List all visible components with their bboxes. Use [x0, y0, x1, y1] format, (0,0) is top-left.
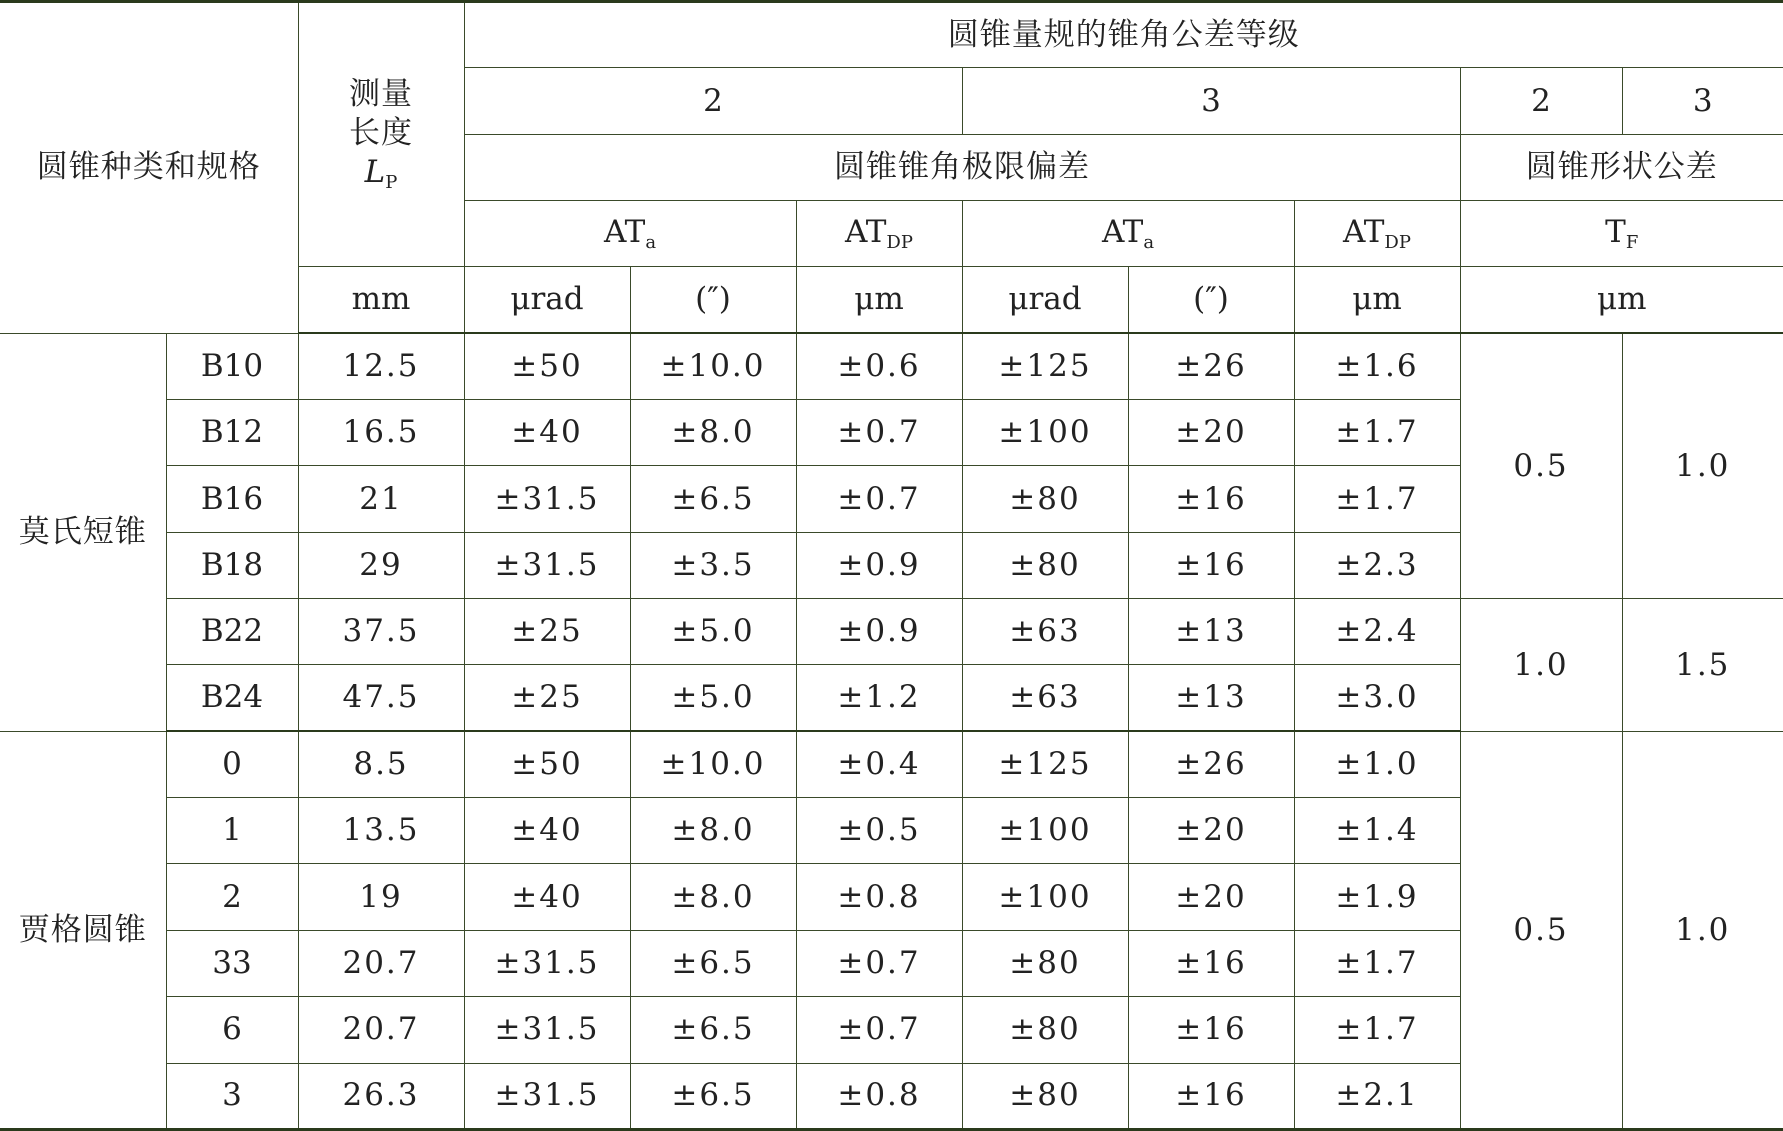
- cell-dp2: ±0.8: [796, 1063, 962, 1130]
- cell-tf2-morse-b: 1.0: [1460, 599, 1622, 732]
- cell-dp3: ±1.0: [1294, 731, 1460, 797]
- header-length-symbol: [299, 153, 464, 195]
- cell-dp2: ±1.2: [796, 665, 962, 731]
- cell-a3-urad: ±125: [962, 731, 1128, 797]
- header-length-line1: 测量: [349, 76, 413, 113]
- cell-dp2: ±0.5: [796, 798, 962, 864]
- header-grade-3: 3: [962, 68, 1460, 134]
- length-symbol: L: [364, 153, 386, 190]
- header-angle-deviation: 圆锥锥角极限偏差: [464, 134, 1460, 200]
- cell-lp: 26.3: [298, 1063, 464, 1130]
- at-a-2-symbol: AT: [603, 213, 646, 250]
- cell-lp: 16.5: [298, 400, 464, 466]
- cell-a2-sec: ±10.0: [630, 333, 796, 399]
- unit-sec-3: (″): [1128, 267, 1294, 333]
- cell-tf2-morse-a: 0.5: [1460, 333, 1622, 598]
- at-dp-2-sub: DP: [886, 231, 913, 253]
- header-form-grade-3: 3: [1622, 68, 1783, 134]
- cell-dp3: ±1.4: [1294, 798, 1460, 864]
- header-form-tolerance: 圆锥形状公差: [1460, 134, 1783, 200]
- cell-dp3: ±1.9: [1294, 864, 1460, 930]
- cell-a3-sec: ±20: [1128, 400, 1294, 466]
- cell-a2-urad: ±31.5: [464, 532, 630, 598]
- cell-spec: B12: [166, 400, 298, 466]
- cell-tf3-jacobs: 1.0: [1622, 731, 1783, 1129]
- cell-dp3: ±1.7: [1294, 997, 1460, 1063]
- cell-a3-urad: ±100: [962, 400, 1128, 466]
- cell-a2-urad: ±31.5: [464, 930, 630, 996]
- t-f-sub: F: [1625, 231, 1639, 253]
- cell-a3-sec: ±16: [1128, 930, 1294, 996]
- cell-a3-urad: ±80: [962, 997, 1128, 1063]
- length-symbol-sub: P: [385, 171, 398, 193]
- unit-um-2: μm: [796, 267, 962, 333]
- header-form-grade-2: 2: [1460, 68, 1622, 134]
- at-dp-3-sub: DP: [1384, 231, 1411, 253]
- cell-spec: B18: [166, 532, 298, 598]
- cell-a3-sec: ±16: [1128, 466, 1294, 532]
- cell-spec: B24: [166, 665, 298, 731]
- cell-a3-sec: ±16: [1128, 1063, 1294, 1130]
- cell-spec: B16: [166, 466, 298, 532]
- cell-dp2: ±0.9: [796, 532, 962, 598]
- cell-a2-urad: ±31.5: [464, 997, 630, 1063]
- cell-spec: B10: [166, 333, 298, 399]
- cell-a2-urad: ±25: [464, 599, 630, 665]
- cell-dp2: ±0.7: [796, 466, 962, 532]
- cell-dp3: ±1.6: [1294, 333, 1460, 399]
- unit-urad-3: μrad: [962, 267, 1128, 333]
- unit-sec-2: (″): [630, 267, 796, 333]
- cell-dp3: ±2.3: [1294, 532, 1460, 598]
- cell-a2-urad: ±31.5: [464, 1063, 630, 1130]
- cell-spec: 0: [166, 731, 298, 797]
- unit-um-3: μm: [1294, 267, 1460, 333]
- cell-a3-sec: ±20: [1128, 798, 1294, 864]
- cell-a3-urad: ±63: [962, 665, 1128, 731]
- header-at-dp-3: [1294, 201, 1460, 267]
- cell-lp: 8.5: [298, 731, 464, 797]
- cell-lp: 29: [298, 532, 464, 598]
- cell-a2-urad: ±25: [464, 665, 630, 731]
- cell-spec: 2: [166, 864, 298, 930]
- cell-a3-urad: ±100: [962, 798, 1128, 864]
- cell-a2-sec: ±5.0: [630, 599, 796, 665]
- cell-dp3: ±2.4: [1294, 599, 1460, 665]
- cell-dp3: ±2.1: [1294, 1063, 1460, 1130]
- cell-a2-sec: ±6.5: [630, 466, 796, 532]
- unit-um-form: μm: [1460, 267, 1783, 333]
- cell-tf3-morse-a: 1.0: [1622, 333, 1783, 598]
- cell-lp: 19: [298, 864, 464, 930]
- at-a-3-symbol: AT: [1101, 213, 1144, 250]
- cell-dp2: ±0.9: [796, 599, 962, 665]
- table-row: [0, 599, 1783, 665]
- cell-a3-urad: ±80: [962, 1063, 1128, 1130]
- group-morse-short-taper: 莫氏短锥: [0, 333, 166, 731]
- cell-dp2: ±0.4: [796, 731, 962, 797]
- cell-a3-sec: ±13: [1128, 665, 1294, 731]
- cell-a2-urad: ±40: [464, 400, 630, 466]
- header-grade-2: 2: [464, 68, 962, 134]
- cell-tf3-morse-b: 1.5: [1622, 599, 1783, 732]
- cell-spec: 3: [166, 1063, 298, 1130]
- cell-a2-sec: ±10.0: [630, 731, 796, 797]
- cell-dp2: ±0.7: [796, 997, 962, 1063]
- header-at-a-2: [464, 201, 796, 267]
- cell-a3-urad: ±80: [962, 532, 1128, 598]
- at-dp-2-symbol: AT: [845, 213, 887, 250]
- cell-a2-sec: ±5.0: [630, 665, 796, 731]
- cell-a2-sec: ±6.5: [630, 930, 796, 996]
- cell-a2-urad: ±40: [464, 798, 630, 864]
- cell-a3-sec: ±20: [1128, 864, 1294, 930]
- cell-dp2: ±0.8: [796, 864, 962, 930]
- cell-a3-sec: ±16: [1128, 532, 1294, 598]
- table-row: [0, 333, 1783, 399]
- cell-lp: 47.5: [298, 665, 464, 731]
- header-at-a-3: [962, 201, 1294, 267]
- at-dp-3-symbol: AT: [1343, 213, 1385, 250]
- cell-spec: 1: [166, 798, 298, 864]
- cell-a2-sec: ±6.5: [630, 1063, 796, 1130]
- cell-dp3: ±1.7: [1294, 930, 1460, 996]
- group-jacobs-taper: 贾格圆锥: [0, 731, 166, 1129]
- cell-a2-urad: ±31.5: [464, 466, 630, 532]
- at-a-3-sub: a: [1143, 231, 1155, 253]
- cell-spec: B22: [166, 599, 298, 665]
- unit-urad-2: μrad: [464, 267, 630, 333]
- cell-dp3: ±1.7: [1294, 400, 1460, 466]
- cell-dp3: ±1.7: [1294, 466, 1460, 532]
- at-a-2-sub: a: [645, 231, 657, 253]
- cell-a2-urad: ±50: [464, 731, 630, 797]
- cell-a2-sec: ±8.0: [630, 864, 796, 930]
- cell-lp: 12.5: [298, 333, 464, 399]
- header-grade-title: 圆锥量规的锥角公差等级: [464, 2, 1783, 68]
- table-row: [0, 731, 1783, 797]
- header-length-line2: 长度: [349, 114, 413, 151]
- cell-lp: 37.5: [298, 599, 464, 665]
- header-type-spec: 圆锥种类和规格: [0, 2, 298, 334]
- cell-a3-urad: ±125: [962, 333, 1128, 399]
- cell-a3-sec: ±16: [1128, 997, 1294, 1063]
- cell-dp3: ±3.0: [1294, 665, 1460, 731]
- header-at-dp-2: [796, 201, 962, 267]
- t-f-symbol: T: [1605, 213, 1626, 250]
- cell-dp2: ±0.7: [796, 400, 962, 466]
- cell-a2-sec: ±6.5: [630, 997, 796, 1063]
- cell-tf2-jacobs: 0.5: [1460, 731, 1622, 1129]
- cell-spec: 33: [166, 930, 298, 996]
- cell-dp2: ±0.7: [796, 930, 962, 996]
- cell-a2-sec: ±8.0: [630, 400, 796, 466]
- cell-spec: 6: [166, 997, 298, 1063]
- cell-lp: 20.7: [298, 997, 464, 1063]
- cell-a3-urad: ±100: [962, 864, 1128, 930]
- header-measure-length: [298, 2, 464, 267]
- cell-a2-urad: ±50: [464, 333, 630, 399]
- cell-a3-urad: ±80: [962, 466, 1128, 532]
- cell-lp: 13.5: [298, 798, 464, 864]
- unit-length: mm: [298, 267, 464, 333]
- cell-a2-sec: ±3.5: [630, 532, 796, 598]
- cell-lp: 21: [298, 466, 464, 532]
- cell-a3-sec: ±13: [1128, 599, 1294, 665]
- cell-a3-urad: ±80: [962, 930, 1128, 996]
- cell-a3-sec: ±26: [1128, 333, 1294, 399]
- cell-a3-urad: ±63: [962, 599, 1128, 665]
- cell-a3-sec: ±26: [1128, 731, 1294, 797]
- cell-dp2: ±0.6: [796, 333, 962, 399]
- header-t-f: [1460, 201, 1783, 267]
- cell-a2-sec: ±8.0: [630, 798, 796, 864]
- cell-a2-urad: ±40: [464, 864, 630, 930]
- header-row-1: [0, 2, 1783, 68]
- cell-lp: 20.7: [298, 930, 464, 996]
